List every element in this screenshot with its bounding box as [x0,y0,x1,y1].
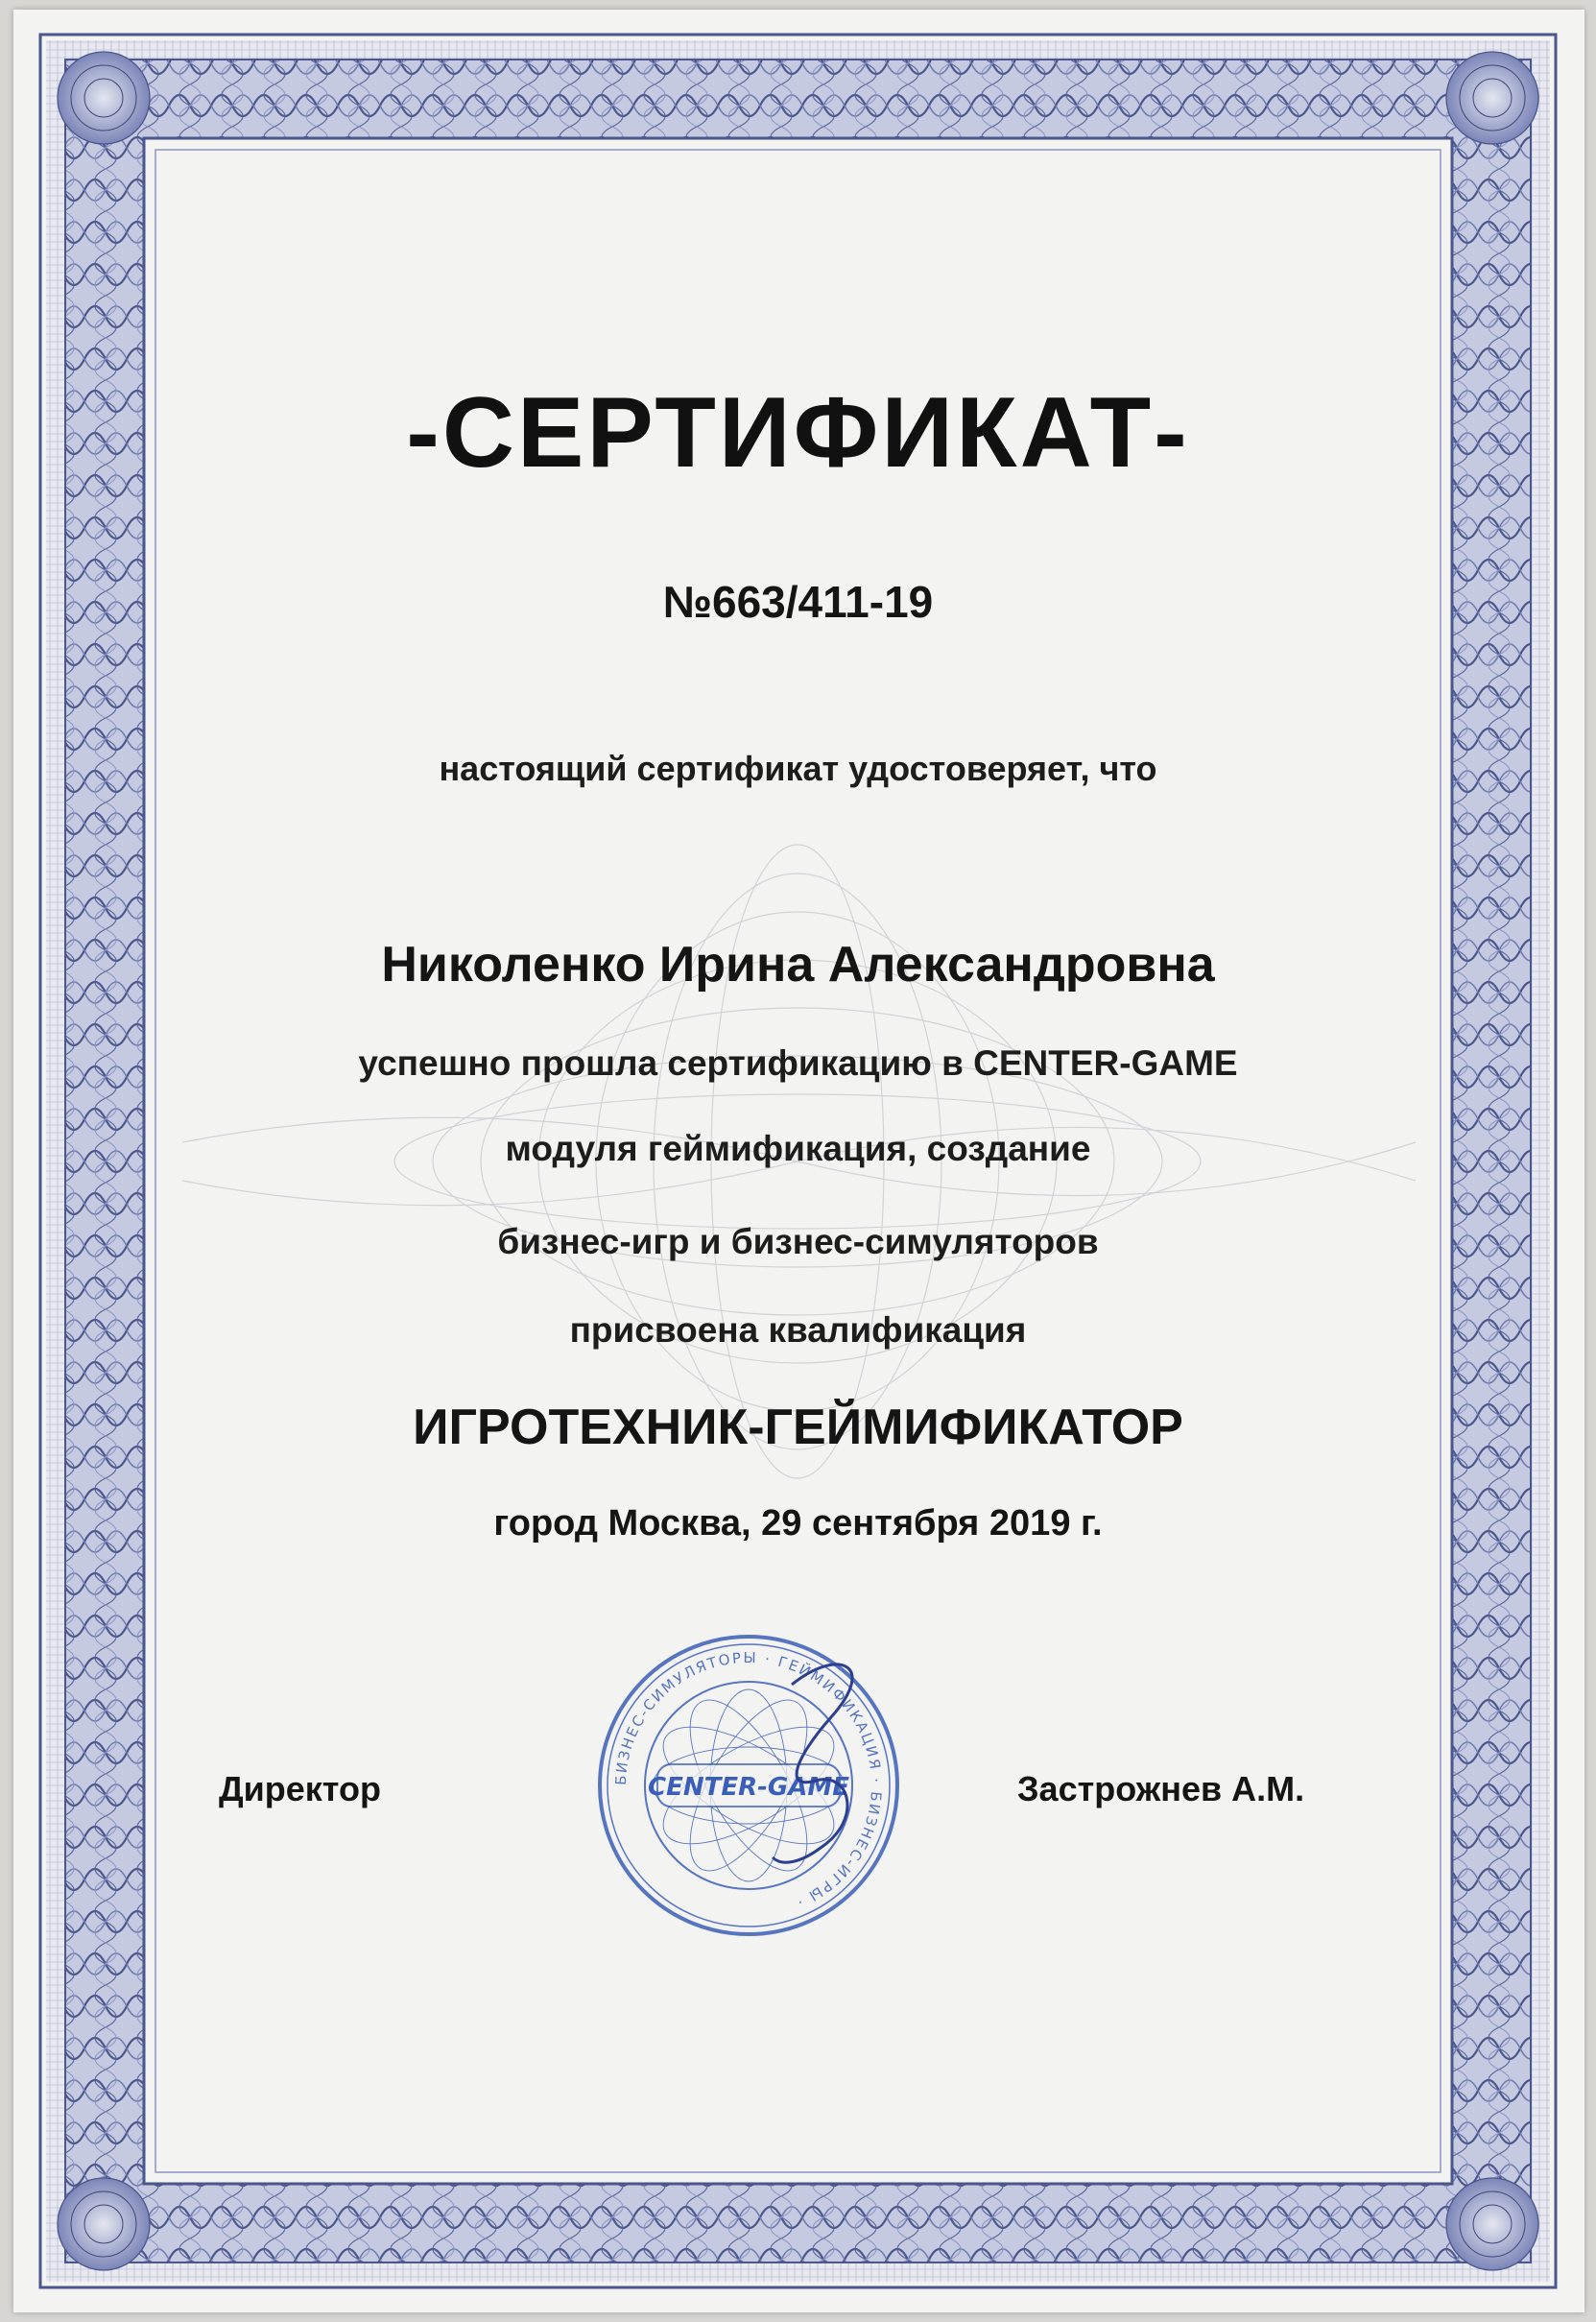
qualification-title: ИГРОТЕХНИК-ГЕЙМИФИКАТОР [413,1400,1183,1455]
certificate-intro: настоящий сертификат удостоверяет, что [439,749,1157,788]
body-line-4: присвоена квалификация [569,1310,1027,1350]
certificate-number: №663/411-19 [662,577,934,627]
recipient-name: Николенко Ирина Александровна [381,937,1215,993]
certificate-title: -СЕРТИФИКАТ- [406,377,1190,489]
body-line-3: бизнес-игр и бизнес-симуляторов [497,1222,1099,1261]
place-and-date: город Москва, 29 сентября 2019 г. [493,1503,1103,1544]
director-role-label: Директор [219,1769,381,1808]
body-line-1: успешно прошла сертификацию в CENTER-GAME [358,1043,1238,1083]
body-line-2: модуля геймификация, создание [505,1129,1091,1168]
stamp-ring-text: БИЗНЕС-СИМУЛЯТОРЫ · ГЕЙМИФИКАЦИЯ · БИЗНЕС-ИГРЫ · [611,1648,886,1912]
stamp-center-text: CENTER-GAME [647,1773,850,1802]
director-name: Застрожнев А.М. [1017,1769,1305,1808]
